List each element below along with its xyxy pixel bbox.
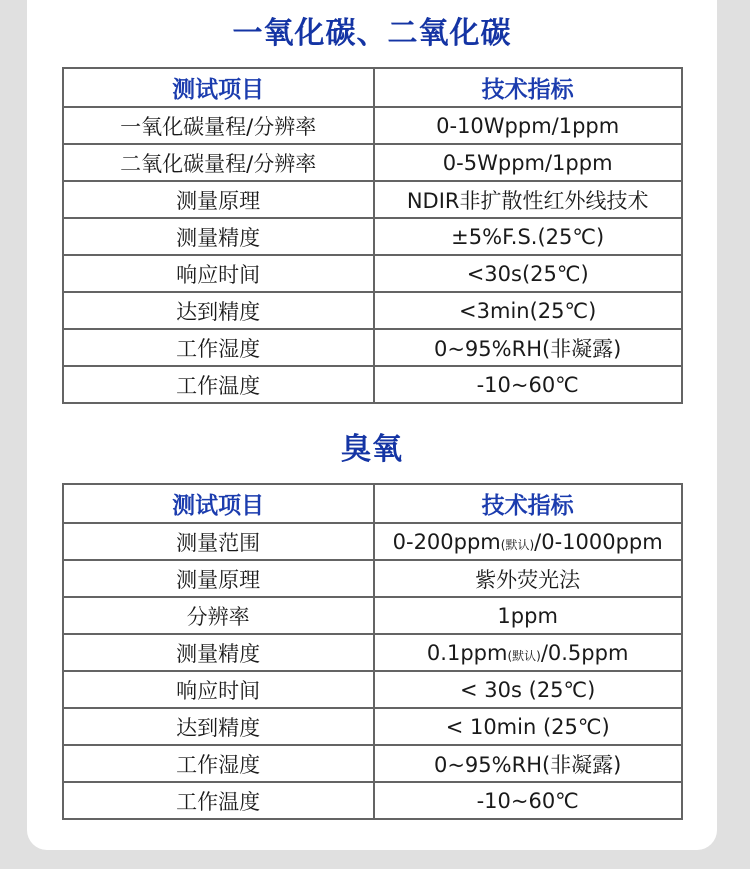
spec-item-cell: 工作湿度 bbox=[63, 329, 374, 366]
spec-table-body bbox=[63, 523, 682, 819]
table-row bbox=[63, 634, 682, 671]
table-row bbox=[63, 218, 682, 255]
spec-table-body bbox=[63, 107, 682, 403]
spec-item-cell: 达到精度 bbox=[63, 292, 374, 329]
spec-table-co-co2 bbox=[62, 67, 683, 404]
table-row bbox=[63, 523, 682, 560]
table-row bbox=[63, 597, 682, 634]
default-annotation: (默认) bbox=[507, 648, 541, 663]
spec-item-cell: 工作温度 bbox=[63, 782, 374, 819]
table-header-row bbox=[63, 68, 682, 107]
table-row bbox=[63, 107, 682, 144]
spec-value-cell: -10~60℃ bbox=[374, 366, 682, 403]
spec-item-cell: 工作温度 bbox=[63, 366, 374, 403]
spec-value-cell: 紫外荧光法 bbox=[374, 560, 682, 597]
spec-value-cell: <3min(25℃) bbox=[374, 292, 682, 329]
spec-value-cell: < 10min (25℃) bbox=[374, 708, 682, 745]
spec-item-cell: 测量原理 bbox=[63, 181, 374, 218]
table-row bbox=[63, 292, 682, 329]
spec-item-cell: 一氧化碳量程/分辨率 bbox=[63, 107, 374, 144]
table-header-row bbox=[63, 484, 682, 523]
spec-value-cell: 0-200ppm(默认)/0-1000ppm bbox=[374, 523, 682, 560]
spec-value-cell: NDIR非扩散性红外线技术 bbox=[374, 181, 682, 218]
table-row bbox=[63, 782, 682, 819]
spec-item-cell: 测量范围 bbox=[63, 523, 374, 560]
column-header-tech-spec: 技术指标 bbox=[374, 68, 682, 107]
spec-value-cell: < 30s (25℃) bbox=[374, 671, 682, 708]
default-annotation: (默认) bbox=[500, 537, 535, 552]
table-row bbox=[63, 560, 682, 597]
table-row bbox=[63, 329, 682, 366]
spec-item-cell: 分辨率 bbox=[63, 597, 374, 634]
column-header-test-item: 测试项目 bbox=[63, 68, 374, 107]
table-row bbox=[63, 708, 682, 745]
spec-value-cell: -10~60℃ bbox=[374, 782, 682, 819]
spec-value-cell: ±5%F.S.(25℃) bbox=[374, 218, 682, 255]
spec-item-cell: 工作湿度 bbox=[63, 745, 374, 782]
table-row bbox=[63, 181, 682, 218]
spec-item-cell: 响应时间 bbox=[63, 671, 374, 708]
table-row bbox=[63, 144, 682, 181]
table-row bbox=[63, 255, 682, 292]
spec-value-cell: 0~95%RH(非凝露) bbox=[374, 329, 682, 366]
spec-item-cell: 达到精度 bbox=[63, 708, 374, 745]
section-title-ozone: 臭氧 bbox=[341, 432, 403, 467]
column-header-test-item: 测试项目 bbox=[63, 484, 374, 523]
table-row bbox=[63, 745, 682, 782]
spec-card bbox=[27, 0, 717, 850]
spec-item-cell: 测量原理 bbox=[63, 560, 374, 597]
spec-item-cell: 测量精度 bbox=[63, 634, 374, 671]
spec-item-cell: 二氧化碳量程/分辨率 bbox=[63, 144, 374, 181]
spec-value-cell: 1ppm bbox=[374, 597, 682, 634]
spec-value-cell: 0~95%RH(非凝露) bbox=[374, 745, 682, 782]
section-title-co-co2: 一氧化碳、二氧化碳 bbox=[232, 16, 512, 51]
spec-item-cell: 测量精度 bbox=[63, 218, 374, 255]
table-row bbox=[63, 366, 682, 403]
spec-value-cell: 0-10Wppm/1ppm bbox=[374, 107, 682, 144]
spec-table-ozone bbox=[62, 483, 683, 820]
column-header-tech-spec: 技术指标 bbox=[374, 484, 682, 523]
spec-value-cell: 0.1ppm(默认)/0.5ppm bbox=[374, 634, 682, 671]
spec-value-cell: <30s(25℃) bbox=[374, 255, 682, 292]
table-row bbox=[63, 671, 682, 708]
spec-value-cell: 0-5Wppm/1ppm bbox=[374, 144, 682, 181]
spec-item-cell: 响应时间 bbox=[63, 255, 374, 292]
